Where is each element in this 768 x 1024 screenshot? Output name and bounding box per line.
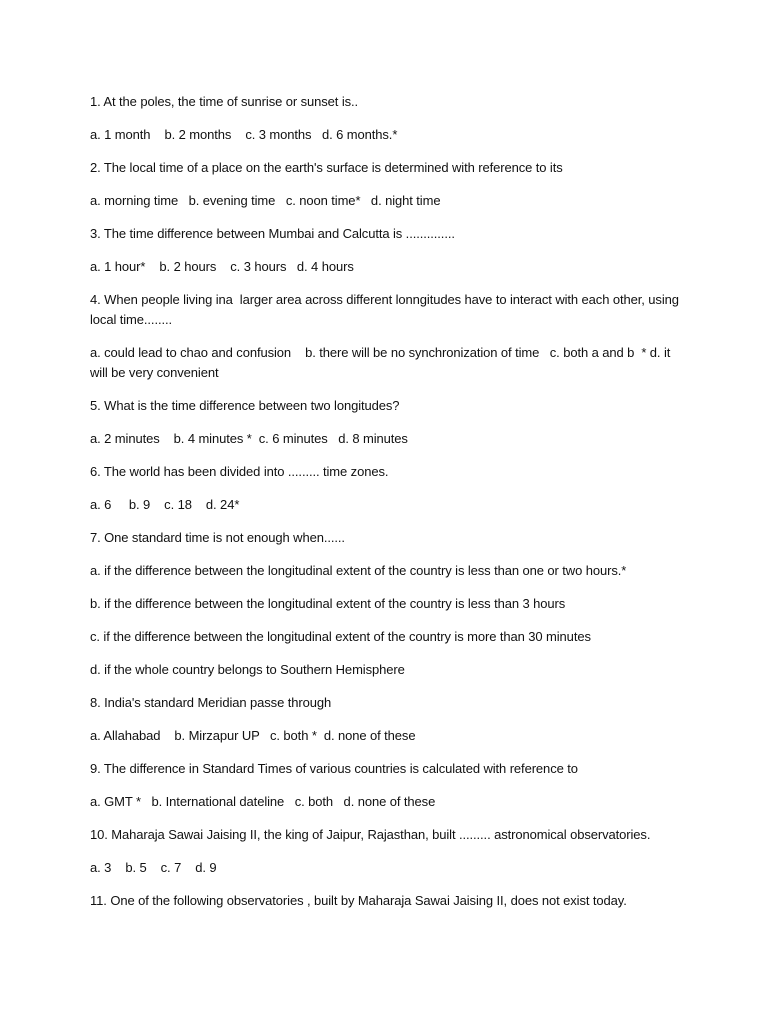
question-6: 6. The world has been divided into ......... time zones. <box>90 464 389 479</box>
question-8: 8. India's standard Meridian passe through <box>90 695 332 710</box>
options-9: a. GMT * b. International dateline c. both d. none of these <box>90 794 436 809</box>
option-7a: a. if the difference between the longitudinal extent of the country is less than one or two hours.* <box>90 563 627 578</box>
options-5: a. 2 minutes b. 4 minutes * c. 6 minutes d. 8 minutes <box>90 431 408 446</box>
options-4: a. could lead to chao and confusion b. there will be no synchronization of time c. both a and b * d. it will be very convenient <box>90 345 674 380</box>
document-body <box>90 92 690 924</box>
question-1: 1. At the poles, the time of sunrise or sunset is.. <box>90 94 359 109</box>
question-11: 11. One of the following observatories , built by Maharaja Sawai Jaising II, does not exist today. <box>90 893 627 908</box>
question-4: 4. When people living ina larger area across different lonngitudes have to interact with each other, using local time........ <box>90 292 683 327</box>
option-7b: b. if the difference between the longitudinal extent of the country is less than 3 hours <box>90 596 566 611</box>
options-6: a. 6 b. 9 c. 18 d. 24* <box>90 497 240 512</box>
option-7d: d. if the whole country belongs to Southern Hemisphere <box>90 662 405 677</box>
options-2: a. morning time b. evening time c. noon time* d. night time <box>90 193 441 208</box>
options-1: a. 1 month b. 2 months c. 3 months d. 6 months.* <box>90 127 398 142</box>
question-2: 2. The local time of a place on the earth's surface is determined with reference to its <box>90 160 563 175</box>
option-7c: c. if the difference between the longitudinal extent of the country is more than 30 minutes <box>90 629 591 644</box>
options-8: a. Allahabad b. Mirzapur UP c. both * d. none of these <box>90 728 416 743</box>
question-10: 10. Maharaja Sawai Jaising II, the king of Jaipur, Rajasthan, built ......... astronomical observatories. <box>90 827 651 842</box>
question-7: 7. One standard time is not enough when...... <box>90 530 345 545</box>
question-3: 3. The time difference between Mumbai and Calcutta is .............. <box>90 226 455 241</box>
question-5: 5. What is the time difference between two longitudes? <box>90 398 400 413</box>
question-9: 9. The difference in Standard Times of various countries is calculated with reference to <box>90 761 578 776</box>
options-3: a. 1 hour* b. 2 hours c. 3 hours d. 4 hours <box>90 259 354 274</box>
options-10: a. 3 b. 5 c. 7 d. 9 <box>90 860 217 875</box>
